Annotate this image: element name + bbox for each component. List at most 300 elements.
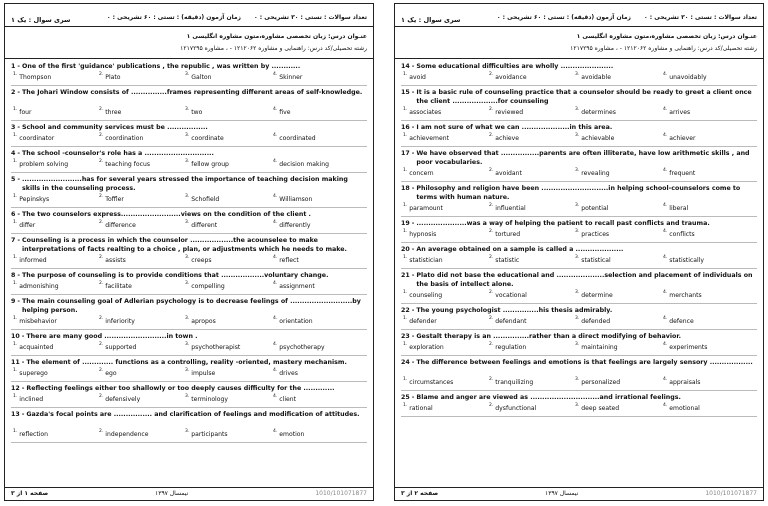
number-separator: - (411, 89, 415, 96)
answer-option[interactable] (489, 168, 522, 177)
question-divider (11, 355, 367, 356)
question-divider (11, 120, 367, 121)
question-divider (11, 146, 367, 147)
answer-option[interactable] (99, 342, 136, 351)
option-text: different (191, 222, 218, 229)
option-text: facilitate (105, 283, 132, 290)
option-text: acquainted (19, 344, 54, 351)
option-number: 4. (273, 194, 278, 199)
question-divider (401, 268, 757, 269)
question-item (11, 384, 367, 405)
option-number: 1. (13, 394, 18, 399)
option-text: coordinator (19, 135, 55, 142)
answer-option[interactable] (13, 368, 48, 377)
answer-option[interactable] (13, 107, 32, 116)
answer-option[interactable] (13, 159, 68, 168)
question-divider (401, 390, 757, 391)
answer-option[interactable] (489, 203, 526, 212)
answer-option[interactable] (403, 168, 434, 177)
option-text: avoidance (495, 74, 527, 81)
answer-option[interactable] (663, 255, 704, 264)
answer-option[interactable] (13, 133, 54, 142)
option-text: decision making (279, 161, 329, 168)
question-stem: We have observed that ................parents are often illiterate, have low arithmetic skills , and poor vocabularies. (416, 150, 750, 166)
series-label: سری سوال : یک ۱ (11, 16, 71, 24)
answer-option[interactable] (273, 72, 302, 81)
answer-option[interactable] (273, 194, 312, 203)
question-divider (401, 329, 757, 330)
option-number: 4. (273, 255, 278, 260)
question-divider (401, 146, 757, 147)
answer-option[interactable] (13, 72, 51, 81)
question-stem: The Johari Window consists of ...............frames representing different areas of self-knowledge. (22, 89, 363, 96)
exam-time: زمان آزمون (دقیقه) : تستی : ۶۰ تشریحی : ۰ (496, 14, 631, 21)
option-number: 4. (273, 159, 278, 164)
option-text: exploration (409, 344, 444, 351)
answer-option[interactable] (99, 72, 121, 81)
question-item (401, 393, 757, 414)
answer-option[interactable] (489, 290, 527, 299)
answer-option[interactable] (273, 220, 310, 229)
question-stem: One of the first 'guidance' publications , the republic , was written by ............ (22, 63, 301, 70)
question-item (11, 271, 367, 292)
answer-option[interactable] (663, 403, 700, 412)
answer-option[interactable] (273, 316, 313, 325)
option-number: 1. (403, 168, 408, 173)
option-text: experiments (669, 344, 708, 351)
option-number: 2. (489, 168, 494, 173)
option-number: 2. (99, 281, 104, 286)
answer-option[interactable] (273, 394, 296, 403)
question-number: 3 (11, 124, 16, 131)
option-number: 4. (273, 220, 278, 225)
answer-option[interactable] (185, 394, 228, 403)
option-text: avoid (409, 74, 426, 81)
answer-option[interactable] (663, 316, 694, 325)
option-number: 3. (575, 168, 580, 173)
option-number: 3. (575, 316, 580, 321)
option-text: two (191, 109, 203, 116)
option-number: 4. (273, 133, 278, 138)
question-item (11, 410, 367, 440)
answer-option[interactable] (13, 220, 35, 229)
page-header (5, 4, 373, 59)
answer-option[interactable] (13, 394, 43, 403)
question-stem: Gestalt therapy is an ...............rather than a direct modifying of behavior. (416, 333, 681, 340)
question-item (401, 219, 757, 240)
answer-option[interactable] (403, 316, 437, 325)
answer-option[interactable] (489, 316, 527, 325)
answer-option[interactable] (403, 290, 442, 299)
number-separator: - (411, 124, 415, 131)
answer-option[interactable] (489, 403, 536, 412)
option-number: 4. (663, 107, 668, 112)
option-text: admonishing (19, 283, 59, 290)
answer-option[interactable] (403, 342, 444, 351)
answer-option[interactable] (185, 316, 216, 325)
option-text: defence (669, 318, 694, 325)
term-label: نیمسال ۱۳۹۷ (545, 490, 579, 497)
answer-option[interactable] (575, 203, 608, 212)
option-text: avoidable (581, 74, 611, 81)
answer-option[interactable] (273, 342, 325, 351)
question-number: 20 (401, 246, 410, 253)
option-text: apropos (191, 318, 216, 325)
answer-option[interactable] (13, 255, 47, 264)
answer-option[interactable] (13, 342, 53, 351)
option-number: 1. (13, 72, 18, 77)
question-item (401, 88, 757, 118)
question-stem: The school -counselor's role has a ............................. (22, 150, 214, 157)
option-text: fellow group (191, 161, 229, 168)
answer-option[interactable] (273, 368, 298, 377)
answer-option[interactable] (185, 107, 202, 116)
option-number: 3. (185, 316, 190, 321)
option-text: defended (581, 318, 611, 325)
option-text: personalized (581, 379, 621, 386)
option-text: merchants (669, 292, 702, 299)
option-text: Williamson (279, 196, 313, 203)
option-text: vocational (495, 292, 527, 299)
question-number: 25 (401, 394, 410, 401)
page-footer (5, 487, 373, 500)
question-stem: Counseling is a process in which the counselor ..................the acounselee to make interpretations of facts realting to a choice , plan, or adjustments which he needs to make. (22, 237, 347, 253)
answer-option[interactable] (663, 342, 707, 351)
option-text: tranquilizing (495, 379, 534, 386)
field-code: رشته تحصیلی/کد درس: راهنمایی و مشاوره ۱۲۱۲۰۶۲ - ، مشاوره ۱۲۱۷۲۹۵ (180, 45, 367, 52)
option-text: reviewed (495, 109, 524, 116)
answer-option[interactable] (185, 72, 211, 81)
option-text: participants (191, 431, 228, 438)
number-separator: - (17, 124, 21, 131)
option-number: 2. (489, 72, 494, 77)
number-separator: - (17, 63, 21, 70)
option-text: circumstances (409, 379, 454, 386)
option-number: 3. (575, 342, 580, 347)
option-number: 4. (273, 107, 278, 112)
exam-page-2 (394, 3, 764, 501)
answer-option[interactable] (403, 229, 436, 238)
question-item (401, 123, 757, 144)
question-divider (401, 355, 757, 356)
answer-option[interactable] (403, 403, 433, 412)
answer-option[interactable] (273, 255, 299, 264)
option-number: 2. (99, 368, 104, 373)
option-text: deep seated (581, 405, 620, 412)
option-number: 3. (185, 194, 190, 199)
answer-option[interactable] (13, 281, 59, 290)
option-number: 1. (403, 72, 408, 77)
answer-option[interactable] (273, 107, 291, 116)
option-number: 1. (13, 159, 18, 164)
question-stem: .........................has for several years stressed the importance of teaching decision making skills in the counseling process. (22, 176, 348, 192)
question-number: 2 (11, 89, 16, 96)
option-text: counseling (409, 292, 443, 299)
option-number: 1. (13, 429, 18, 434)
exam-code: 1010/101071877 (315, 490, 367, 497)
answer-option[interactable] (489, 229, 520, 238)
answer-option[interactable] (99, 368, 117, 377)
option-text: assignment (279, 283, 315, 290)
option-number: 2. (99, 429, 104, 434)
option-text: compelling (191, 283, 225, 290)
option-text: achiever (669, 135, 696, 142)
number-separator: - (411, 394, 415, 401)
question-number: 19 (401, 220, 410, 227)
answer-option[interactable] (185, 342, 240, 351)
number-separator: - (21, 359, 25, 366)
question-item (401, 245, 757, 266)
option-text: unavoidably (669, 74, 707, 81)
answer-option[interactable] (273, 133, 316, 142)
question-number: 18 (401, 185, 410, 192)
question-divider (11, 85, 367, 86)
option-number: 2. (489, 403, 494, 408)
option-text: three (105, 109, 122, 116)
term-label: نیمسال ۱۳۹۷ (155, 490, 189, 497)
answer-option[interactable] (575, 403, 619, 412)
option-number: 3. (575, 133, 580, 138)
option-text: avoidant (495, 170, 522, 177)
question-number: 13 (11, 411, 20, 418)
option-number: 2. (99, 342, 104, 347)
option-text: differ (19, 222, 36, 229)
question-number: 16 (401, 124, 410, 131)
option-number: 4. (273, 394, 278, 399)
question-stem: An average obtained on a sample is called a .................... (416, 246, 624, 253)
answer-option[interactable] (663, 377, 700, 386)
option-text: coordinate (191, 135, 224, 142)
answer-option[interactable] (99, 281, 132, 290)
question-number: 11 (11, 359, 20, 366)
option-text: assists (105, 257, 126, 264)
option-text: determine (581, 292, 613, 299)
question-number: 24 (401, 359, 410, 366)
question-item (11, 123, 367, 144)
number-separator: - (411, 63, 415, 70)
question-divider (401, 181, 757, 182)
answer-option[interactable] (575, 377, 620, 386)
answer-option[interactable] (403, 72, 426, 81)
answer-option[interactable] (663, 168, 695, 177)
question-stem: It is a basic rule of counseling practice that a counselor should be ready to greet a client once the client ...................for counseling (416, 89, 752, 105)
question-stem: The element of ............. functions as a controlling, reality -oriented, mastery mechanism. (26, 359, 347, 366)
answer-option[interactable] (403, 203, 443, 212)
answer-option[interactable] (99, 107, 121, 116)
answer-option[interactable] (185, 194, 219, 203)
option-number: 2. (489, 290, 494, 295)
question-number: 1 (11, 63, 16, 70)
option-number: 3. (185, 72, 190, 77)
option-text: Plato (105, 74, 121, 81)
option-text: reflection (19, 431, 49, 438)
option-number: 3. (185, 159, 190, 164)
option-text: achievable (581, 135, 615, 142)
answer-option[interactable] (99, 316, 135, 325)
answer-option[interactable] (575, 229, 609, 238)
option-text: maintaining (581, 344, 618, 351)
answer-option[interactable] (575, 72, 611, 81)
option-number: 4. (663, 377, 668, 382)
option-text: associates (409, 109, 442, 116)
answer-option[interactable] (663, 229, 695, 238)
number-separator: - (17, 272, 21, 279)
option-number: 1. (403, 229, 408, 234)
answer-option[interactable] (13, 429, 48, 438)
answer-option[interactable] (99, 220, 136, 229)
answer-option[interactable] (489, 72, 527, 81)
option-number: 3. (575, 377, 580, 382)
question-item (11, 62, 367, 83)
number-separator: - (17, 89, 21, 96)
question-stem: Blame and anger are viewed as .............................and irrational feelings. (416, 394, 681, 401)
option-number: 3. (185, 394, 190, 399)
question-stem: The young psychologist ...............his thesis admirably. (416, 307, 613, 314)
number-separator: - (21, 385, 25, 392)
option-number: 1. (403, 316, 408, 321)
answer-option[interactable] (185, 368, 215, 377)
answer-option[interactable] (273, 281, 315, 290)
option-text: orientation (279, 318, 313, 325)
option-text: potential (581, 205, 609, 212)
option-text: teaching focus (105, 161, 151, 168)
option-number: 2. (99, 159, 104, 164)
answer-option[interactable] (185, 281, 225, 290)
answer-option[interactable] (273, 159, 329, 168)
option-text: statistical (581, 257, 611, 264)
option-number: 3. (575, 203, 580, 208)
answer-option[interactable] (185, 220, 217, 229)
option-text: supported (105, 344, 137, 351)
number-separator: - (411, 220, 415, 227)
question-counts: تعداد سوالات : تستی : ۳۰ تشریحی : ۰ (254, 14, 367, 21)
question-stem: Plato did not base the educational and ....................selection and placement of individuals on the basis of intellect alone. (416, 272, 753, 288)
option-text: defender (409, 318, 437, 325)
answer-option[interactable] (489, 133, 519, 142)
option-number: 4. (273, 368, 278, 373)
answer-option[interactable] (489, 255, 519, 264)
option-number: 2. (489, 342, 494, 347)
question-divider (11, 329, 367, 330)
question-number: 23 (401, 333, 410, 340)
question-number: 9 (11, 298, 16, 305)
option-text: informed (19, 257, 47, 264)
answer-option[interactable] (575, 316, 610, 325)
answer-option[interactable] (663, 203, 688, 212)
answer-option[interactable] (575, 255, 611, 264)
option-number: 4. (663, 168, 668, 173)
answer-option[interactable] (99, 394, 140, 403)
answer-option[interactable] (575, 290, 613, 299)
answer-option[interactable] (575, 133, 614, 142)
option-text: hypnosis (409, 231, 437, 238)
option-number: 4. (663, 133, 668, 138)
answer-option[interactable] (99, 194, 124, 203)
option-number: 1. (13, 133, 18, 138)
option-number: 1. (403, 342, 408, 347)
option-number: 1. (403, 203, 408, 208)
answer-option[interactable] (575, 107, 616, 116)
answer-option[interactable] (489, 377, 533, 386)
answer-option[interactable] (575, 342, 618, 351)
answer-option[interactable] (663, 290, 702, 299)
answer-option[interactable] (185, 255, 212, 264)
answer-option[interactable] (273, 429, 304, 438)
answer-option[interactable] (185, 133, 224, 142)
question-item (11, 332, 367, 353)
answer-option[interactable] (99, 133, 143, 142)
option-text: appraisals (669, 379, 701, 386)
answer-option[interactable] (99, 429, 149, 438)
answer-option[interactable] (663, 133, 696, 142)
answer-option[interactable] (489, 107, 523, 116)
option-number: 4. (663, 203, 668, 208)
answer-option[interactable] (13, 194, 49, 203)
question-divider (11, 381, 367, 382)
answer-option[interactable] (489, 342, 526, 351)
option-text: practices (581, 231, 610, 238)
answer-option[interactable] (99, 255, 126, 264)
option-number: 2. (489, 203, 494, 208)
answer-option[interactable] (403, 377, 453, 386)
question-divider (11, 233, 367, 234)
option-text: Galton (191, 74, 212, 81)
answer-option[interactable] (403, 107, 441, 116)
option-number: 2. (489, 133, 494, 138)
number-separator: - (17, 150, 21, 157)
answer-option[interactable] (403, 255, 443, 264)
question-stem: Gazda's focal points are ................ and clarification of feelings and modification of attitudes. (26, 411, 360, 418)
option-text: defensively (105, 396, 141, 403)
answer-option[interactable] (403, 133, 449, 142)
option-number: 1. (403, 290, 408, 295)
option-number: 1. (13, 316, 18, 321)
option-number: 4. (663, 290, 668, 295)
number-separator: - (17, 298, 21, 305)
number-separator: - (411, 185, 415, 192)
answer-option[interactable] (663, 72, 707, 81)
answer-option[interactable] (663, 107, 690, 116)
option-text: reflect (279, 257, 299, 264)
question-number: 15 (401, 89, 410, 96)
option-number: 3. (185, 429, 190, 434)
option-number: 3. (185, 133, 190, 138)
answer-option[interactable] (185, 429, 228, 438)
question-number: 17 (401, 150, 410, 157)
answer-option[interactable] (13, 316, 57, 325)
answer-option[interactable] (185, 159, 229, 168)
option-number: 1. (13, 281, 18, 286)
option-text: coordinated (279, 135, 316, 142)
option-text: determines (581, 109, 616, 116)
option-text: liberal (669, 205, 689, 212)
answer-option[interactable] (99, 159, 150, 168)
option-text: rational (409, 405, 433, 412)
option-number: 3. (575, 107, 580, 112)
option-text: psychotherapist (191, 344, 241, 351)
question-stem: The difference between feelings and emotions is that feelings are largely sensory .................. (416, 359, 753, 366)
option-number: 4. (663, 316, 668, 321)
option-text: Pepinskys (19, 196, 50, 203)
option-number: 3. (575, 255, 580, 260)
option-text: differently (279, 222, 311, 229)
option-text: misbehavior (19, 318, 57, 325)
course-title: عنـوان درس: زبان تخصصی مشاوره،متون مشاوره انگلیسی ۱ (186, 33, 367, 40)
option-text: defendant (495, 318, 527, 325)
answer-option[interactable] (575, 168, 610, 177)
option-text: creeps (191, 257, 212, 264)
option-text: conflicts (669, 231, 695, 238)
